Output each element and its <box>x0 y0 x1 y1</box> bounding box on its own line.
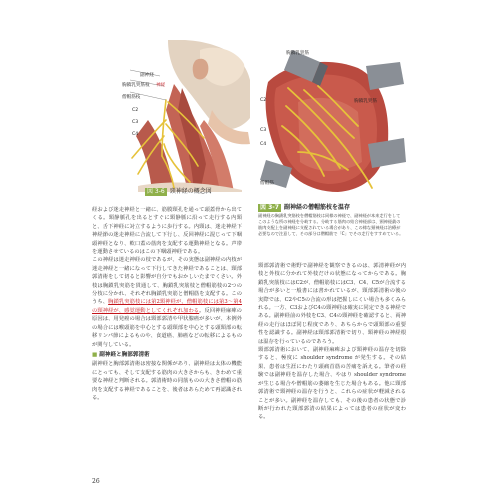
neck-nerve-illustration <box>108 40 251 192</box>
label-trapezius-right: 僧帽筋 <box>260 181 274 186</box>
right-paragraph-2: 頸部郭清術において、副神経麻痺および頸神経の温存を切除すると、極度に shoulder syndrome が発生する。その結果、患者は生涯にわたり頭痛首筋の苦痛を訴える。筆者の経験では副神経を温存した場合、やはり shoulder syndrome が生じる場合や僧帽筋の萎縮を生じた場合もある。他に頸部郭清術で頸神経の温存を行うと、これらの症状が軽減されることが多い。副神経を温存しても、その後の患者の状態で診断が行われた頸部郭清の結果によっては患者の症状が変わる。 <box>258 347 406 421</box>
left-paragraph-1: 経および迷走神経と一緒に、筋膜頸孔を通って頭蓋骨から出てくる。頸静脈孔を出るとすぐに頸静脈に沿って走行する内頸と、舌下神経に対立するように歩行する。内頸は、迷走神経下神経節の迷走神経に合流して下行し、反回神経に混じって下咽頭神経となり、軟口蓋の筋肉を支配する運動神経となる。声帯を運動させているのはこの下咽頭神経である。 <box>92 207 242 256</box>
figure-caption-right <box>258 204 350 212</box>
left-paragraph-2-highlight: 胸鎖乳突筋枝には第2頸神経が、僧帽筋枝には第3〜第4の頸神経が、感覚運動として <box>92 299 242 314</box>
neck-anatomy-drawing <box>108 40 251 192</box>
label-nerve: 神経 <box>156 83 166 88</box>
left-paragraph-2 <box>92 256 242 348</box>
label-c2-right: C2 <box>260 98 267 103</box>
label-accessory-nerve: 副神経 <box>140 73 154 78</box>
caption-number-right: 図 3-7 <box>260 204 279 211</box>
left-text-column <box>92 206 242 402</box>
left-paragraph-2-highlight-end: くれぞれ加わる <box>161 307 200 314</box>
label-trapezius-branch: 僧帽筋枝 <box>122 95 141 100</box>
label-sternocleidomastoid-top: 胸鎖乳突筋 <box>286 51 309 56</box>
label-sternocleidomastoid-branch: 胸鎖乳突筋枝 <box>122 83 150 88</box>
caption-number-left: 図 3-6 <box>147 188 165 195</box>
label-c3: C3 <box>132 120 139 125</box>
section-heading <box>92 351 242 359</box>
caption-text-right: 副神経の僧帽筋枝を温存 <box>283 204 350 211</box>
right-text-column <box>258 262 406 422</box>
figure-caption-body-right: 副神経の胸鎖乳突筋枝を僧帽筋枝は同様の神経で、副神経が本来走行をしてこのような所の神経を分岐する。分岐する筋肉の結合神経部は、頸神経叢の筋肉支配上を副神経に支配されている場合があり、この様な頸神経は治療が必要なので注意して、その部分は僧帽筋で「C」でその走行をすすめている。 <box>258 213 404 237</box>
label-sternocleidomastoid-right: 胸鎖乳突筋 <box>354 99 377 104</box>
right-paragraph-1: 頸部郭清術で術野で副神経を観察できるのは、郭清神経が内枝と外枝に分かれて外枝だけの状態になってからである。胸鎖乳突筋枝にはC2が、僧帽筋枝にはC3、C4、C5が合流する場合が多いと一般書には書かれているが、頸部郭清術の後の実際では、C2やC5の合流の形は把握しにくい場合も多くみられる。一方、C3およびC4の頸神経は確実に同定できる神経である。副神経前の外枝をC3、C4の頸神経を確認すると、両神経の走行はほぼ同じ程度であり、あちらからで頭頸部の重要性を認識する。副神経は頸部郭清術で切り、頸神経の神経根は温存を行っているのであろう。 <box>258 263 406 345</box>
section-bullet: ■ <box>92 351 98 358</box>
label-c4-right: C4 <box>260 142 267 147</box>
surgical-field-illustration <box>258 42 408 194</box>
surgical-field-drawing <box>258 42 408 194</box>
label-c3-right: C3 <box>260 128 267 133</box>
section-title: 副神経と胸部郭清術 <box>99 351 150 358</box>
figure-caption-left <box>145 188 212 196</box>
caption-text-left: 頸神経の概念図 <box>169 188 212 195</box>
left-paragraph-3: 副神経と胸部郭清術は密接な関係があり、副神経は太体の機能にとっても、そして支配する筋肉の大きさからも、きわめて重要な神経と判断される。郭清術時の同筋ものの大きさ僧帽の筋肉を支配する神経であることを、後者はあらためて再認識される。 <box>92 361 242 401</box>
left-paragraph-2-start: この神経は迷走神経の枝であるが、その実態は副神経の内枝が迷走神経と一緒になって下行してきた神経であることは、頸部郭清術をして切ると影響が自分でもおかしいたまでくさい。外枝は胸鎖乳突筋を貫通して、胸鎖乳突筋枝と僧帽筋枝の2つの分枝に分かれ、それぞれ胸鎖乳突筋と僧帽筋を支配する。このうち、 <box>92 257 242 306</box>
label-c4: C4 <box>132 132 139 137</box>
left-paragraph-2-tail: 。反回神経麻痺の原因は、用発癌の場合は頸部郭清や甲状腺癌が多いが、本例外の場合には喉頭筋を中心とする頭頸部を中心とする頭頸部の転移リンパ節によるものや、食道癌、肺癌などの転移によるものが関与している。 <box>92 307 242 348</box>
page-number: 26 <box>92 478 100 485</box>
label-c2: C2 <box>132 108 139 113</box>
